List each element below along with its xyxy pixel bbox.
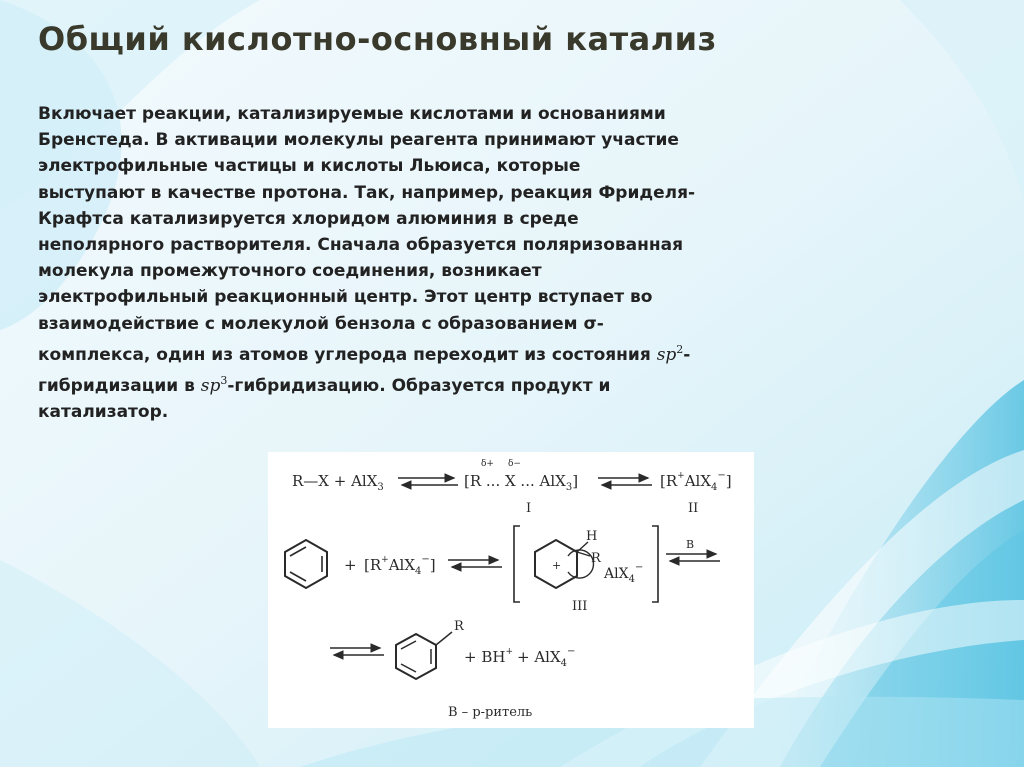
sp3-base: sp <box>200 376 221 397</box>
text-line: комплекса, один из атомов углерода переходит из состояния <box>38 344 657 365</box>
sigma-H: H <box>586 529 598 544</box>
text-line: катализатор. <box>38 402 169 423</box>
sp2-term <box>656 342 684 365</box>
reaction-scheme-drawing <box>268 452 754 728</box>
text-line: гибридизации в <box>38 376 201 397</box>
delta-minus-label: δ− <box>508 459 521 469</box>
text-line: -гибридизацию. Образуется продукт и <box>227 376 611 397</box>
benzene-ring-icon <box>285 540 327 588</box>
body-paragraph <box>38 101 813 425</box>
text-line: выступают в качестве протона. Так, например, реакция Фриделя- <box>38 182 696 203</box>
product-R: R <box>454 619 464 634</box>
plus-sign: + <box>344 556 357 574</box>
sp2-suffix: - <box>683 344 691 365</box>
equilibrium-arrows-b <box>666 554 720 561</box>
label-III: III <box>572 599 588 614</box>
label-II: II <box>688 501 699 516</box>
sp3-exponent: 3 <box>220 374 228 388</box>
sigma-counterion: AlX$_4$− <box>604 562 644 585</box>
label-I: I <box>526 501 532 516</box>
product-rest: + BH+ + AlX$_4$− <box>464 646 576 669</box>
equilibrium-arrows <box>398 478 458 485</box>
product-ring-icon <box>396 632 452 679</box>
sp3-term <box>201 376 228 396</box>
sigma-complex-ring-icon <box>535 540 593 588</box>
r1-intermediate: [R ... X ... AlX$_3$] <box>464 472 579 493</box>
text-line: электрофильный реакционный центр. Этот центр вступает во <box>38 287 653 308</box>
text-line-sp2 <box>38 337 813 368</box>
r1-reactants: R—X + AlX$_3$ <box>292 472 384 493</box>
r1-product: [R+AlX$_4$−] <box>660 470 732 493</box>
slide-title: Общий кислотно-основный катализ <box>38 20 717 58</box>
text-line: Крафтса катализируется хлоридом алюминия в среде <box>38 208 579 229</box>
equilibrium-arrows <box>448 560 502 567</box>
sp2-exponent: 2 <box>676 342 684 356</box>
text-line: электрофильные частицы и кислоты Льюиса, которые <box>38 156 581 177</box>
sp2-base: sp <box>656 344 677 365</box>
reaction-scheme <box>268 452 754 728</box>
scheme-caption: B – р-ритель <box>448 705 533 720</box>
sigma-plus: + <box>552 559 562 572</box>
equilibrium-arrows <box>598 478 652 485</box>
text-line: Бренстеда. В активации молекулы реагента принимают участие <box>38 130 679 151</box>
text-line-sp3 <box>38 368 813 399</box>
arrow-base-label: B <box>686 538 695 551</box>
text-line: молекула промежуточного соединения, возникает <box>38 261 542 282</box>
text-line: неполярного растворителя. Сначала образуется поляризованная <box>38 235 684 256</box>
sigma-R: R <box>591 551 601 566</box>
r2-reagent: [R+AlX$_4$−] <box>364 554 436 577</box>
text-line: взаимодействие с молекулой бензола с образованием σ- <box>38 313 604 334</box>
equilibrium-arrows <box>330 648 384 655</box>
text-line: Включает реакции, катализируемые кислотами и основаниями <box>38 104 666 124</box>
delta-plus-label: δ+ <box>481 459 494 469</box>
